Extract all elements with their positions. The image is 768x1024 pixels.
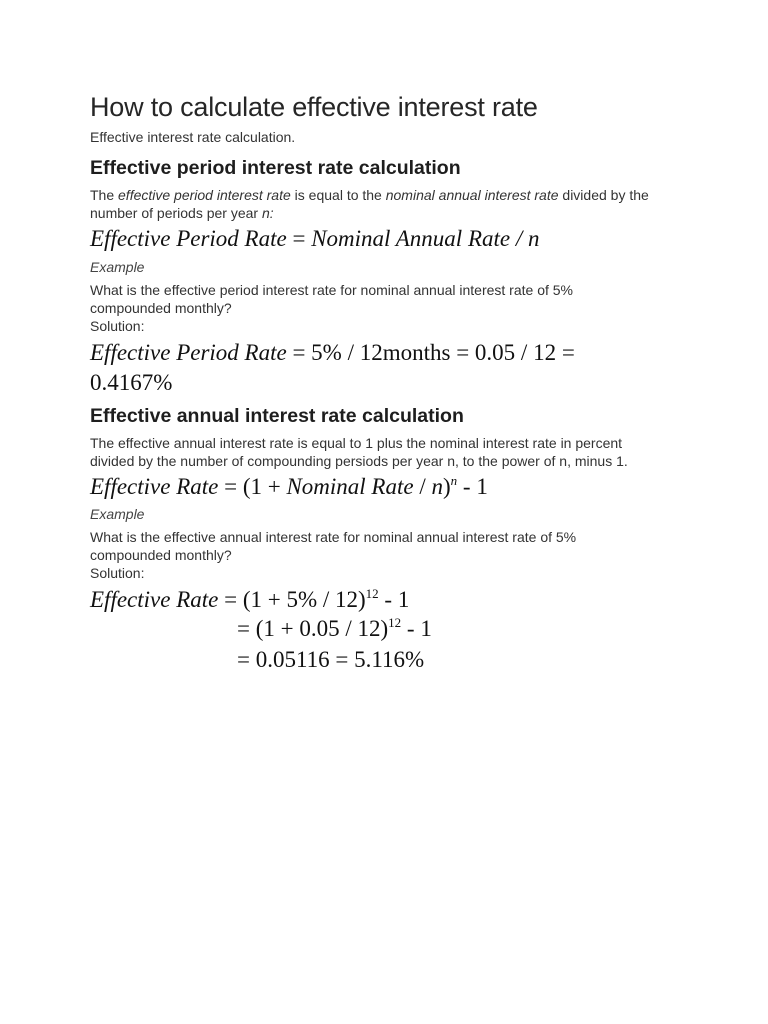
- solution-part: - 1: [401, 616, 432, 641]
- formula-lhs: Effective Period Rate: [90, 226, 287, 251]
- example-question: [90, 281, 680, 335]
- section-heading-period-rate: Effective period interest rate calculation: [90, 157, 461, 179]
- page-title: How to calculate effective interest rate: [90, 92, 538, 122]
- solution-label: Solution:: [90, 318, 145, 334]
- intro-text-1: The: [90, 187, 119, 203]
- annual-rate-intro: [90, 434, 680, 470]
- formula-nominal-rate: Nominal Rate: [286, 474, 414, 499]
- intro-term-nominal-annual-rate: nominal annual interest rate: [385, 187, 559, 203]
- period-rate-intro: [90, 186, 680, 222]
- solution-part: - 1: [378, 587, 410, 612]
- solution-lhs: Effective Period Rate: [90, 340, 287, 365]
- solution-part: = (1 + 5% / 12): [218, 587, 366, 612]
- intro-line: divided by the number of compounding persiods per year n, to the power of n, minus 1.: [90, 453, 628, 469]
- intro-text-2: is equal to the: [290, 187, 386, 203]
- intro-term-n: n:: [261, 205, 274, 221]
- solution-exponent: 12: [365, 586, 379, 601]
- formula-part: /: [413, 474, 432, 499]
- formula-lhs: Effective Rate: [90, 474, 219, 499]
- example-label: Example: [90, 259, 145, 275]
- annual-rate-formula: [90, 472, 488, 502]
- solution-line: [90, 338, 575, 368]
- period-rate-formula: [90, 224, 539, 254]
- formula-part: - 1: [457, 474, 488, 499]
- example-question: [90, 528, 680, 582]
- annual-rate-solution-line-3: = 0.05116 = 5.116%: [237, 647, 425, 672]
- intro-text-3: divided by the number of periods per year: [90, 187, 649, 221]
- question-line: What is the effective period interest rate for nominal annual interest rate of 5%: [90, 282, 573, 298]
- page-subtitle: Effective interest rate calculation.: [90, 129, 296, 145]
- solution-label: Solution:: [90, 565, 145, 581]
- question-line: compounded monthly?: [90, 547, 232, 563]
- example-label: Example: [90, 506, 145, 522]
- section-heading-annual-rate: Effective annual interest rate calculation: [90, 405, 464, 427]
- question-line: What is the effective annual interest rate for nominal annual interest rate of 5%: [90, 529, 577, 545]
- solution-part: = (1 + 0.05 / 12): [237, 616, 389, 641]
- annual-rate-solution-line-2: [237, 616, 432, 642]
- formula-part: = (1 +: [218, 474, 287, 499]
- solution-exponent: 12: [388, 615, 402, 630]
- solution-lhs: Effective Rate: [90, 587, 219, 612]
- solution-rhs: = 5% / 12months = 0.05 / 12 =: [286, 340, 575, 365]
- formula-n: n: [431, 474, 443, 499]
- formula-exponent: n: [450, 473, 458, 488]
- formula-part: ): [442, 474, 451, 499]
- intro-line: The effective annual interest rate is equal to 1 plus the nominal interest rate in percent: [90, 435, 623, 451]
- intro-term-effective-period-rate: effective period interest rate: [118, 187, 291, 203]
- formula-rhs: Nominal Annual Rate / n: [311, 226, 540, 251]
- annual-rate-solution-line-1: [90, 585, 409, 615]
- formula-equals: =: [286, 226, 312, 251]
- solution-result: 0.4167%: [90, 370, 173, 395]
- period-rate-solution: [90, 338, 575, 398]
- question-line: compounded monthly?: [90, 300, 232, 316]
